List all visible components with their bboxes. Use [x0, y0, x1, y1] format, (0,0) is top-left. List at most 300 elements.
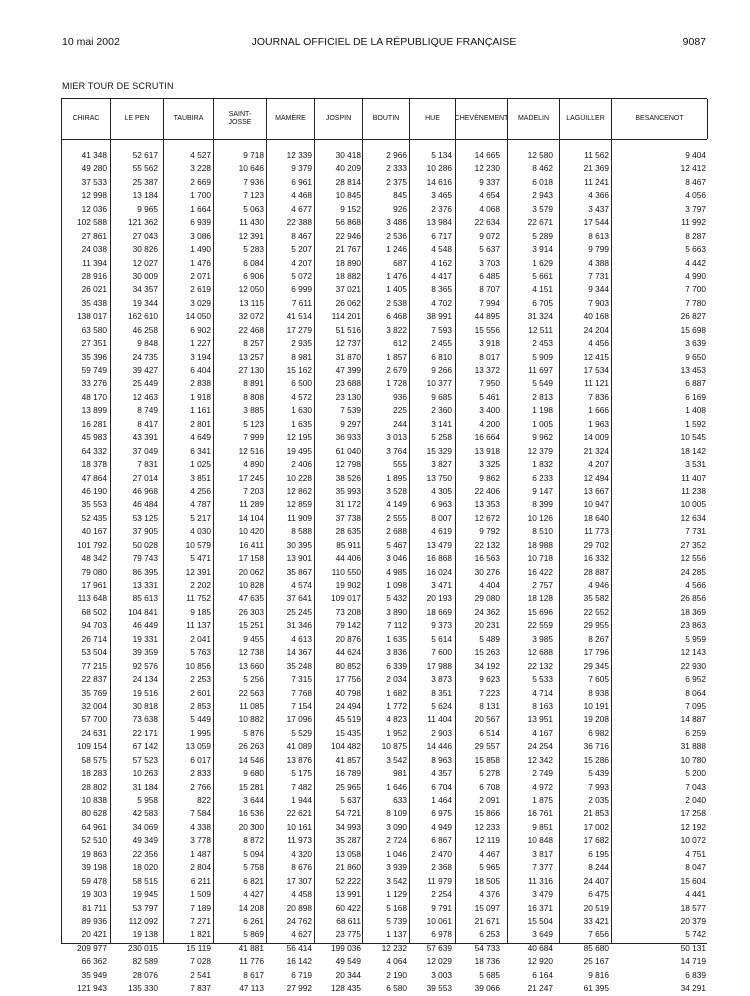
table-cell: 6 717 — [431, 230, 452, 241]
table-cell: 12 192 — [680, 821, 706, 832]
table-cell: 7 731 — [685, 526, 706, 537]
table-cell: 4 714 — [532, 687, 553, 698]
table-cell: 1 046 — [386, 848, 407, 859]
table-cell: 19 945 — [132, 889, 158, 900]
table-cell: 12 027 — [132, 257, 158, 268]
table-cell: 12 516 — [238, 445, 264, 456]
table-cell: 63 580 — [81, 324, 107, 335]
table-cell: 18 369 — [680, 606, 706, 617]
table-cell: 35 769 — [81, 687, 107, 698]
table-cell: 7 377 — [532, 862, 553, 873]
table-cell: 19 902 — [335, 580, 361, 590]
table-cell: 7 994 — [479, 297, 500, 308]
table-cell: 10 286 — [426, 163, 452, 174]
table-cell: 2 536 — [386, 230, 407, 241]
table-cell: 40 209 — [335, 163, 361, 174]
table-cell: 1 857 — [386, 351, 407, 362]
table-cell: 3 465 — [431, 190, 452, 201]
table-cell: 7 315 — [291, 674, 312, 685]
table-cell: 5 742 — [685, 929, 706, 940]
table-cell: 7 611 — [291, 297, 312, 308]
table-cell: 4 823 — [386, 714, 407, 725]
table-cell: 101 792 — [77, 539, 107, 550]
table-cell: 162 610 — [128, 311, 158, 322]
table-cell: 3 764 — [386, 445, 407, 456]
table-cell: 17 002 — [583, 821, 609, 832]
table-cell: 18 736 — [474, 956, 500, 967]
table-cell: 22 671 — [527, 217, 553, 228]
table-cell: 18 142 — [680, 445, 706, 456]
table-cell: 24 204 — [583, 324, 609, 335]
table-cell: 1 995 — [190, 727, 211, 738]
table-cell: 3 141 — [431, 418, 452, 429]
table-cell: 3 885 — [243, 405, 264, 416]
table-cell: 8 017 — [479, 351, 500, 362]
table-cell: 19 495 — [286, 445, 312, 456]
table-cell: 8 287 — [685, 230, 706, 241]
table-cell: 110 550 — [331, 566, 361, 577]
table-cell: 9 455 — [243, 633, 264, 644]
table-cell: 7 154 — [291, 700, 312, 711]
table-cell: 18 988 — [527, 539, 553, 550]
column-divider — [559, 139, 560, 943]
table-cell: 8 399 — [532, 499, 553, 510]
table-cell: 16 422 — [527, 566, 553, 577]
table-cell: 10 377 — [426, 378, 452, 389]
table-cell: 59 749 — [81, 365, 107, 375]
table-cell: 2 253 — [190, 674, 211, 685]
table-cell: 12 391 — [238, 230, 264, 241]
section-title: MIER TOUR DE SCRUTIN — [62, 81, 174, 91]
table-cell: 15 119 — [186, 942, 211, 953]
table-cell: 36 716 — [583, 741, 609, 752]
table-cell: 5 471 — [190, 553, 211, 564]
table-cell: 41 881 — [238, 942, 264, 953]
column-divider — [266, 139, 267, 943]
table-cell: 2 035 — [588, 795, 609, 805]
column-header: BESANCENOT — [612, 99, 708, 139]
table-cell: 20 567 — [474, 714, 500, 725]
table-cell: 15 556 — [474, 324, 500, 335]
table-cell: 66 362 — [81, 956, 107, 967]
table-cell: 79 743 — [132, 553, 158, 564]
table-cell: 16 868 — [426, 553, 452, 564]
table-cell: 4 467 — [479, 848, 500, 859]
table-cell: 22 634 — [474, 217, 500, 228]
table-cell: 79 080 — [81, 566, 107, 577]
table-cell: 4 458 — [291, 889, 312, 900]
table-cell: 17 682 — [583, 835, 609, 846]
column-header: BOUTIN — [363, 99, 410, 139]
table-cell: 7 837 — [190, 983, 211, 994]
table-cell: 12 737 — [335, 338, 361, 349]
table-cell: 17 307 — [286, 875, 312, 886]
table-cell: 64 961 — [81, 821, 107, 832]
table-cell: 46 449 — [132, 620, 158, 631]
table-cell: 47 399 — [335, 365, 361, 375]
column-header: MAMÈRE — [267, 99, 315, 139]
table-cell: 8 131 — [479, 700, 500, 711]
table-cell: 2 034 — [386, 674, 407, 685]
table-cell: 31 888 — [680, 741, 706, 752]
table-cell: 16 664 — [474, 432, 500, 443]
table-cell: 209 977 — [77, 942, 107, 953]
table-cell: 11 973 — [287, 835, 312, 846]
table-cell: 2 091 — [479, 795, 500, 805]
table-cell: 3 486 — [386, 217, 407, 228]
table-cell: 2 838 — [190, 378, 211, 389]
table-cell: 26 827 — [680, 311, 706, 322]
table-cell: 1 509 — [190, 889, 211, 900]
table-cell: 4 366 — [588, 190, 609, 201]
table-cell: 22 559 — [527, 620, 553, 631]
table-cell: 35 582 — [583, 593, 609, 604]
table-cell: 18 128 — [527, 593, 553, 604]
table-cell: 16 371 — [527, 902, 553, 913]
table-cell: 47 864 — [81, 472, 107, 483]
table-cell: 53 797 — [132, 902, 158, 913]
table-cell: 67 142 — [132, 741, 158, 752]
table-cell: 1 646 — [386, 781, 407, 792]
table-cell: 22 930 — [680, 660, 706, 671]
table-cell: 3 228 — [190, 163, 211, 174]
table-cell: 1 963 — [588, 418, 609, 429]
table-cell: 54 721 — [335, 808, 361, 819]
table-cell: 13 059 — [185, 741, 211, 752]
table-cell: 10 856 — [185, 660, 211, 671]
table-cell: 21 767 — [335, 244, 361, 255]
table-cell: 37 905 — [132, 526, 158, 537]
table-cell: 135 330 — [128, 983, 158, 994]
table-cell: 3 822 — [386, 324, 407, 335]
table-cell: 3 003 — [431, 969, 452, 980]
table-cell: 5 094 — [243, 848, 264, 859]
table-cell: 18 882 — [335, 270, 361, 281]
table-cell: 104 841 — [128, 606, 158, 617]
table-cell: 25 965 — [335, 781, 361, 792]
table-cell: 4 056 — [685, 190, 706, 201]
table-cell: 5 763 — [190, 647, 211, 658]
table-cell: 612 — [393, 338, 407, 349]
table-cell: 9 816 — [588, 969, 609, 980]
table-cell: 1 875 — [532, 795, 553, 805]
table-cell: 1 630 — [291, 405, 312, 416]
table-cell: 4 751 — [685, 848, 706, 859]
table-cell: 11 430 — [239, 217, 264, 228]
table-cell: 15 504 — [527, 915, 553, 926]
table-cell: 24 362 — [474, 606, 500, 617]
table-cell: 8 963 — [431, 754, 452, 765]
table-cell: 12 029 — [426, 956, 452, 967]
table-cell: 5 685 — [479, 969, 500, 980]
table-cell: 21 853 — [583, 808, 609, 819]
table-cell: 29 557 — [474, 741, 500, 752]
table-cell: 20 421 — [81, 929, 107, 940]
table-cell: 86 395 — [132, 566, 158, 577]
table-cell: 13 660 — [238, 660, 264, 671]
table-cell: 3 827 — [431, 459, 452, 470]
table-cell: 7 271 — [190, 915, 211, 926]
table-cell: 5 965 — [479, 862, 500, 873]
table-cell: 6 906 — [243, 270, 264, 281]
table-cell: 12 672 — [474, 512, 500, 523]
header-page-number: 9087 — [682, 36, 706, 48]
table-cell: 4 613 — [291, 633, 312, 644]
table-cell: 9 297 — [340, 418, 361, 429]
table-cell: 18 505 — [474, 875, 500, 886]
table-row — [62, 955, 708, 968]
table-cell: 14 050 — [185, 311, 211, 322]
table-cell: 27 351 — [81, 338, 107, 349]
table-cell: 9 680 — [243, 768, 264, 779]
table-cell: 11 137 — [186, 620, 211, 631]
column-divider — [611, 139, 612, 943]
table-cell: 15 696 — [527, 606, 553, 617]
table-cell: 22 468 — [238, 324, 264, 335]
table-cell: 81 711 — [82, 902, 107, 913]
table-cell: 8 351 — [431, 687, 452, 698]
table-cell: 5 200 — [685, 768, 706, 779]
table-cell: 4 972 — [532, 781, 553, 792]
table-cell: 7 936 — [243, 176, 264, 187]
table-cell: 4 167 — [532, 727, 553, 738]
table-cell: 5 467 — [386, 539, 407, 550]
table-cell: 6 485 — [479, 270, 500, 281]
table-cell: 8 163 — [532, 700, 553, 711]
table-cell: 4 787 — [190, 499, 211, 510]
table-cell: 3 400 — [479, 405, 500, 416]
table-cell: 109 154 — [77, 741, 107, 752]
table-cell: 2 966 — [386, 150, 407, 160]
table-cell: 2 943 — [532, 190, 553, 201]
table-cell: 4 468 — [291, 190, 312, 201]
table-cell: 13 257 — [238, 351, 264, 362]
table-cell: 17 245 — [238, 472, 264, 483]
table-cell: 6 475 — [588, 889, 609, 900]
table-cell: 8 417 — [137, 418, 158, 429]
table-cell: 37 738 — [335, 512, 361, 523]
table-cell: 33 421 — [583, 915, 609, 926]
table-cell: 20 344 — [335, 969, 361, 980]
table-cell: 10 875 — [381, 741, 407, 752]
table-cell: 6 253 — [479, 929, 500, 940]
table-cell: 12 342 — [527, 754, 553, 765]
table-cell: 555 — [393, 459, 407, 470]
table-cell: 1 832 — [532, 459, 553, 470]
table-cell: 5 207 — [291, 244, 312, 255]
table-cell: 3 939 — [386, 862, 407, 873]
table-cell: 31 346 — [286, 620, 312, 631]
table-cell: 55 562 — [132, 163, 158, 174]
table-cell: 24 038 — [81, 244, 107, 255]
table-cell: 7 095 — [685, 700, 706, 711]
table-cell: 11 752 — [186, 593, 211, 604]
table-cell: 13 058 — [335, 848, 361, 859]
table-cell: 12 230 — [474, 163, 500, 174]
table-cell: 12 862 — [286, 485, 312, 496]
table-cell: 10 848 — [527, 835, 553, 846]
table-cell: 7 203 — [243, 485, 264, 496]
table-cell: 49 349 — [132, 835, 158, 846]
table-cell: 20 379 — [680, 915, 706, 926]
table-cell: 11 085 — [239, 700, 264, 711]
table-cell: 1 635 — [386, 633, 407, 644]
table-cell: 8 467 — [291, 230, 312, 241]
table-cell: 1 664 — [190, 203, 211, 214]
table-cell: 12 688 — [527, 647, 553, 658]
table-cell: 16 563 — [474, 553, 500, 564]
table-cell: 8 808 — [243, 391, 264, 402]
table-cell: 68 502 — [81, 606, 107, 617]
table-cell: 8 365 — [431, 284, 452, 295]
table-cell: 15 281 — [238, 781, 264, 792]
table-cell: 2 749 — [532, 768, 553, 779]
table-cell: 56 868 — [335, 217, 361, 228]
table-cell: 60 422 — [335, 902, 361, 913]
table-cell: 24 134 — [132, 674, 158, 685]
table-cell: 13 453 — [680, 365, 706, 375]
table-cell: 25 449 — [132, 378, 158, 389]
table-cell: 4 404 — [479, 580, 500, 590]
table-cell: 2 669 — [190, 176, 211, 187]
table-cell: 687 — [393, 257, 407, 268]
table-cell: 2 688 — [386, 526, 407, 537]
table-cell: 46 190 — [81, 485, 107, 496]
table-cell: 85 613 — [132, 593, 158, 604]
table-cell: 31 870 — [335, 351, 361, 362]
table-cell: 5 909 — [532, 351, 553, 362]
table-cell: 6 261 — [243, 915, 264, 926]
table-cell: 3 639 — [685, 338, 706, 349]
table-cell: 3 479 — [532, 889, 553, 900]
table-cell: 34 993 — [335, 821, 361, 832]
table-cell: 16 789 — [335, 768, 361, 779]
column-divider — [455, 139, 456, 943]
table-cell: 12 415 — [583, 351, 609, 362]
table-cell: 44 624 — [335, 647, 361, 658]
table-cell: 1 490 — [190, 244, 211, 255]
table-cell: 10 005 — [680, 499, 706, 510]
table-cell: 12 859 — [286, 499, 312, 510]
table-cell: 1 821 — [190, 929, 211, 940]
table-cell: 8 676 — [291, 862, 312, 873]
table-cell: 12 580 — [527, 150, 553, 160]
table-cell: 112 092 — [128, 915, 158, 926]
table-cell: 7 731 — [588, 270, 609, 281]
table-cell: 2 455 — [431, 338, 452, 349]
table-cell: 54 733 — [474, 942, 500, 953]
table-cell: 39 359 — [132, 647, 158, 658]
table-cell: 18 378 — [81, 459, 107, 470]
table-cell: 28 635 — [335, 526, 361, 537]
table-cell: 35 553 — [81, 499, 107, 510]
table-cell: 8 510 — [532, 526, 553, 537]
table-cell: 4 566 — [685, 580, 706, 590]
table-cell: 845 — [393, 190, 407, 201]
table-cell: 22 837 — [81, 674, 107, 685]
table-cell: 18 283 — [81, 768, 107, 779]
table-cell: 46 968 — [132, 485, 158, 496]
table-cell: 4 619 — [431, 526, 452, 537]
table-cell: 2 833 — [190, 768, 211, 779]
table-cell: 28 076 — [132, 969, 158, 980]
table-cell: 2 406 — [291, 459, 312, 470]
table-cell: 31 184 — [132, 781, 158, 792]
table-cell: 8 707 — [479, 284, 500, 295]
table-cell: 56 414 — [286, 942, 312, 953]
table-cell: 3 437 — [588, 203, 609, 214]
table-cell: 2 333 — [386, 163, 407, 174]
table-cell: 3 542 — [386, 754, 407, 765]
table-cell: 16 142 — [286, 956, 312, 967]
column-divider — [314, 139, 315, 943]
table-cell: 6 902 — [190, 324, 211, 335]
table-cell: 6 404 — [190, 365, 211, 375]
table-cell: 22 388 — [286, 217, 312, 228]
table-cell: 12 379 — [527, 445, 553, 456]
table-cell: 4 527 — [190, 150, 211, 160]
table-cell: 28 916 — [81, 270, 107, 281]
column-divider — [362, 139, 363, 943]
column-divider — [409, 139, 410, 943]
table-cell: 10 838 — [81, 795, 107, 805]
table-cell: 44 406 — [335, 553, 361, 564]
table-cell: 17 534 — [583, 365, 609, 375]
table-cell: 7 999 — [243, 432, 264, 443]
table-cell: 8 872 — [243, 835, 264, 846]
table-cell: 6 084 — [243, 257, 264, 268]
table-cell: 37 021 — [335, 284, 361, 295]
table-cell: 18 640 — [583, 512, 609, 523]
table-cell: 10 228 — [286, 472, 312, 483]
table-cell: 19 516 — [132, 687, 158, 698]
table-cell: 4 200 — [479, 418, 500, 429]
table-cell: 14 367 — [286, 647, 312, 658]
table-cell: 4 985 — [386, 566, 407, 577]
table-cell: 59 478 — [81, 875, 107, 886]
table-cell: 42 583 — [132, 808, 158, 819]
table-cell: 9 791 — [431, 902, 452, 913]
table-cell: 3 851 — [190, 472, 211, 483]
table-cell: 52 222 — [335, 875, 361, 886]
table-cell: 35 248 — [286, 660, 312, 671]
table-cell: 22 406 — [474, 485, 500, 496]
table-cell: 11 407 — [681, 472, 706, 483]
table-cell: 13 372 — [474, 365, 500, 375]
table-cell: 10 828 — [238, 580, 264, 590]
table-cell: 6 708 — [479, 781, 500, 792]
results-table — [61, 98, 707, 994]
table-cell: 6 839 — [685, 969, 706, 980]
table-cell: 57 639 — [426, 942, 452, 953]
table-cell: 27 861 — [81, 230, 107, 241]
table-cell: 6 580 — [386, 983, 407, 994]
table-cell: 32 004 — [81, 700, 107, 711]
table-cell: 5 624 — [431, 700, 452, 711]
table-cell: 981 — [393, 768, 407, 779]
table-cell: 6 018 — [532, 176, 553, 187]
table-cell: 3 528 — [386, 485, 407, 496]
table-cell: 40 684 — [527, 942, 553, 953]
table-cell: 2 376 — [431, 203, 452, 214]
column-header: CHEVÈNEMENT — [456, 99, 508, 139]
table-cell: 2 801 — [190, 418, 211, 429]
table-cell: 1 592 — [685, 418, 706, 429]
table-cell: 30 418 — [335, 150, 361, 160]
table-cell: 41 348 — [81, 150, 107, 160]
table-cell: 89 936 — [81, 915, 107, 926]
table-cell: 5 439 — [588, 768, 609, 779]
